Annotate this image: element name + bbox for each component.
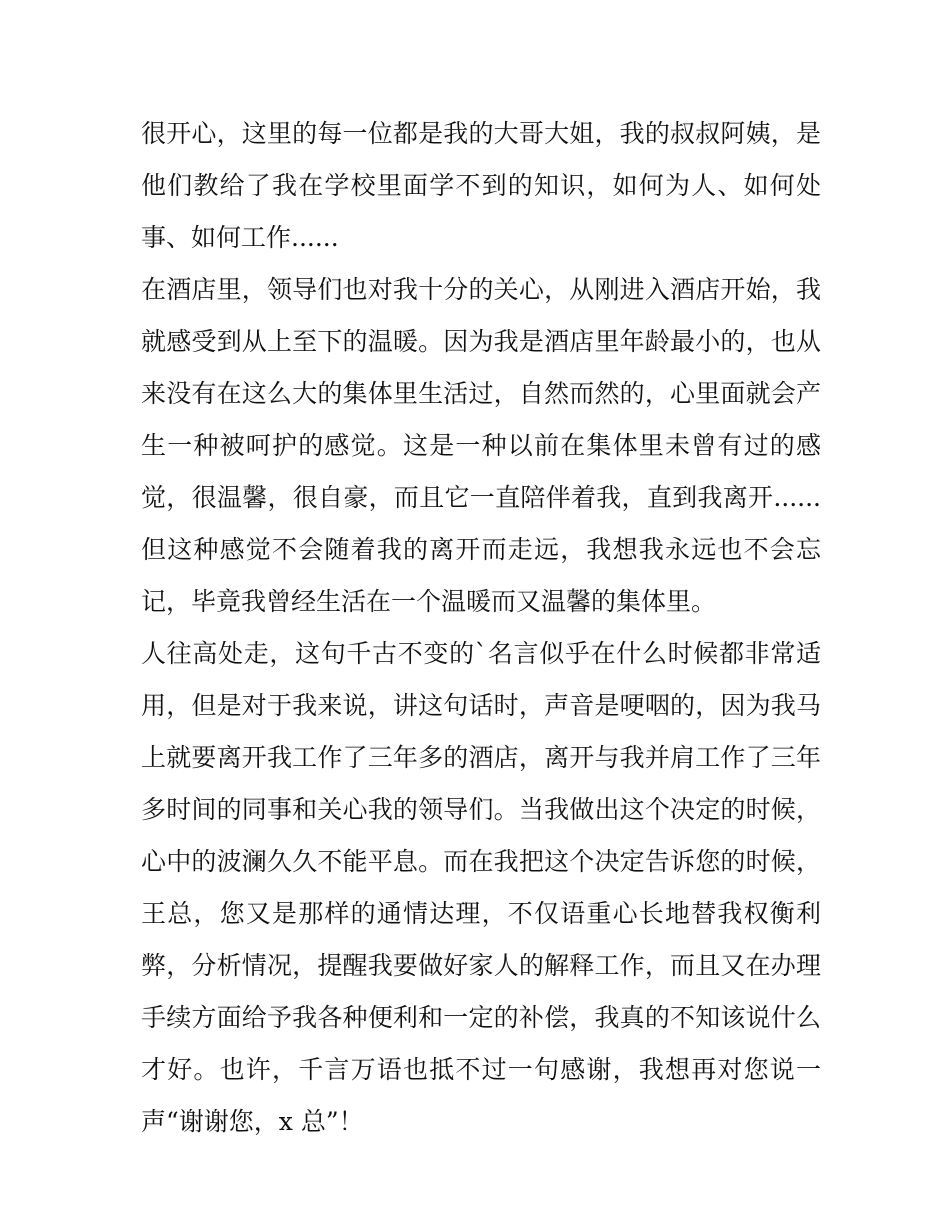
text-line: 心中的波澜久久不能平息。而在我把这个决定告诉您的时候，	[141, 847, 821, 876]
text-line: 很开心，这里的每一位都是我的大哥大姐，我的叔叔阿姨，是	[141, 119, 821, 148]
text-line: 手续方面给予我各种便利和一定的补偿，我真的不知该说什么	[141, 1003, 821, 1032]
text-line: 他们教给了我在学校里面学不到的知识，如何为人、如何处	[141, 171, 821, 200]
text-line: 在酒店里，领导们也对我十分的关心，从刚进入酒店开始，我	[141, 275, 821, 304]
text-line: 来没有在这么大的集体里生活过，自然而然的，心里面就会产	[141, 379, 821, 408]
text-line: 上就要离开我工作了三年多的酒店，离开与我并肩工作了三年	[141, 743, 821, 772]
letter-body	[141, 108, 821, 1148]
text-line: 但这种感觉不会随着我的离开而走远，我想我永远也不会忘	[141, 535, 821, 564]
text-line: 用，但是对于我来说，讲这句话时，声音是哽咽的，因为我马	[141, 691, 821, 720]
text-line: 觉，很温馨，很自豪，而且它一直陪伴着我，直到我离开......	[141, 483, 821, 512]
text-line: 声“谢谢您，x 总”！	[141, 1107, 364, 1136]
text-line: 生一种被呵护的感觉。这是一种以前在集体里未曾有过的感	[141, 431, 821, 460]
text-line: 王总，您又是那样的通情达理，不仅语重心长地替我权衡利	[141, 899, 821, 928]
text-line: 记，毕竟我曾经生活在一个温暖而又温馨的集体里。	[141, 587, 717, 616]
text-line: 弊，分析情况，提醒我要做好家人的解释工作，而且又在办理	[141, 951, 821, 980]
text-line: 人往高处走，这句千古不变的`名言似乎在什么时候都非常适	[141, 639, 821, 668]
text-line: 多时间的同事和关心我的领导们。当我做出这个决定的时候，	[141, 795, 821, 824]
text-line: 事、如何工作......	[141, 223, 339, 252]
text-line: 就感受到从上至下的温暖。因为我是酒店里年龄最小的，也从	[141, 327, 821, 356]
text-line: 才好。也许，千言万语也抵不过一句感谢，我想再对您说一	[141, 1055, 821, 1084]
